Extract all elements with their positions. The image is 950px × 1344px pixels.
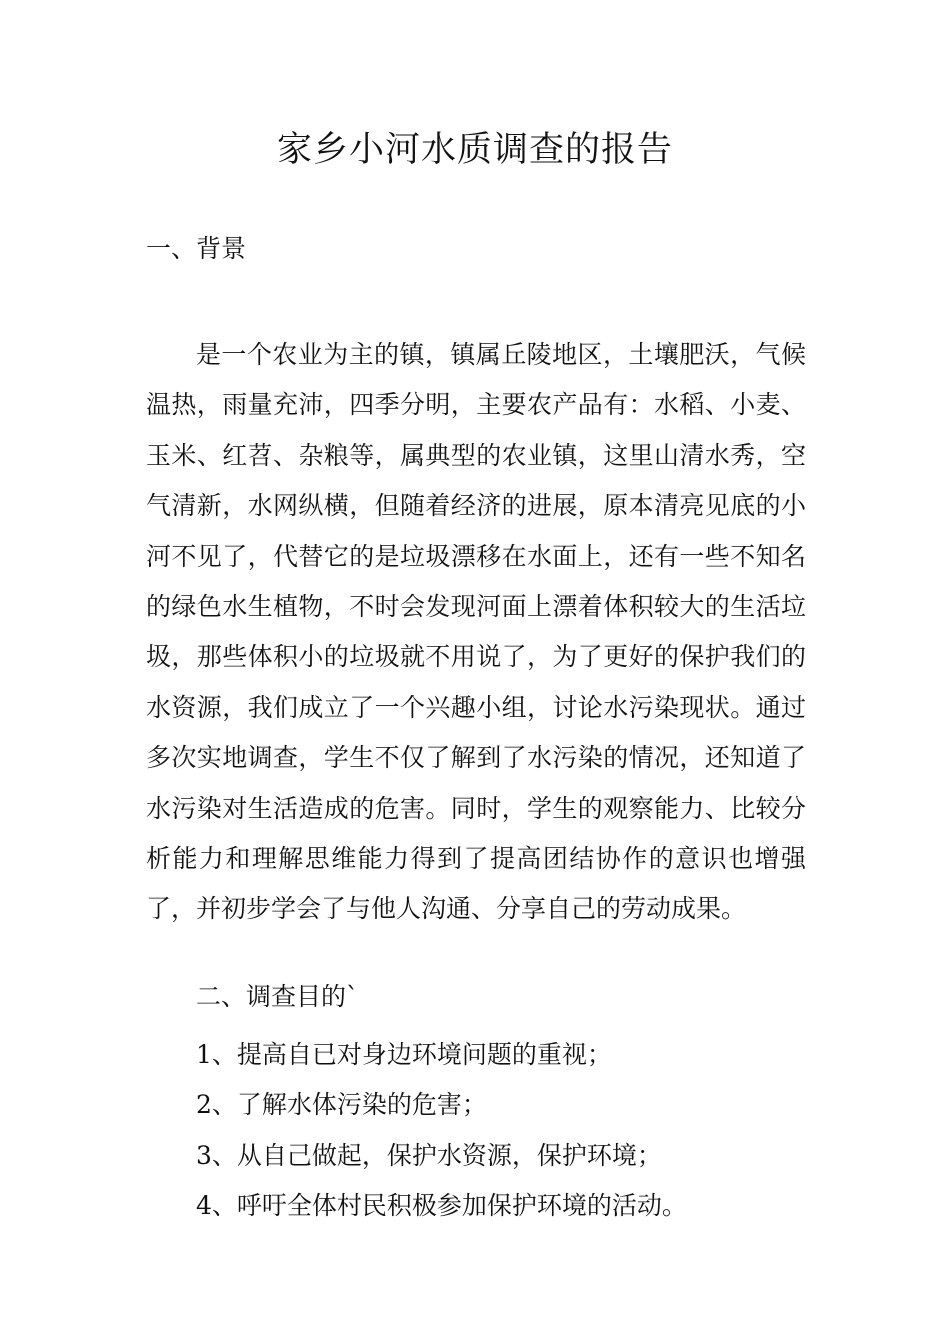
section-heading-purpose: 二、调查目的` [196,982,359,1011]
purpose-item: 4、呼吁全体村民积极参加保护环境的活动。 [196,1191,687,1221]
document-title: 家乡小河水质调查的报告 [276,130,673,170]
purpose-list [196,1030,687,1232]
purpose-item: 2、了解水体污染的危害； [196,1090,487,1120]
purpose-item: 3、从自己做起，保护水资源，保护环境； [196,1140,662,1170]
section-heading-background: 一、背景 [146,234,247,263]
background-paragraph: 是一个农业为主的镇，镇属丘陵地区，土壤肥沃，气候温热，雨量充沛，四季分明，主要农产品有：水稻、小麦、玉米、红苕、杂粮等，属典型的农业镇，这里山清水秀，空气清新，水网纵横，但随着经济的进展，原本清亮见底的小河不见了，代替它的是垃圾漂移在水面上，还有一些不知名的绿色水生植物，不时会发现河面上漂着体积较大的生活垃圾，那些体积小的垃圾就不用说了，为了更好的保护我们的水资源，我们成立了一个兴趣小组，讨论水污染现状。通过多次实地调查，学生不仅了解到了水污染的情况，还知道了水污染对生活造成的危害。同时，学生的观察能力、比较分析能力和理解思维能力得到了提高团结协作的意识也增强了，并初步学会了与他人沟通、分享自己的劳动成果。 [146,340,806,924]
purpose-item: 1、提高自已对身边环境问题的重视； [196,1040,612,1069]
